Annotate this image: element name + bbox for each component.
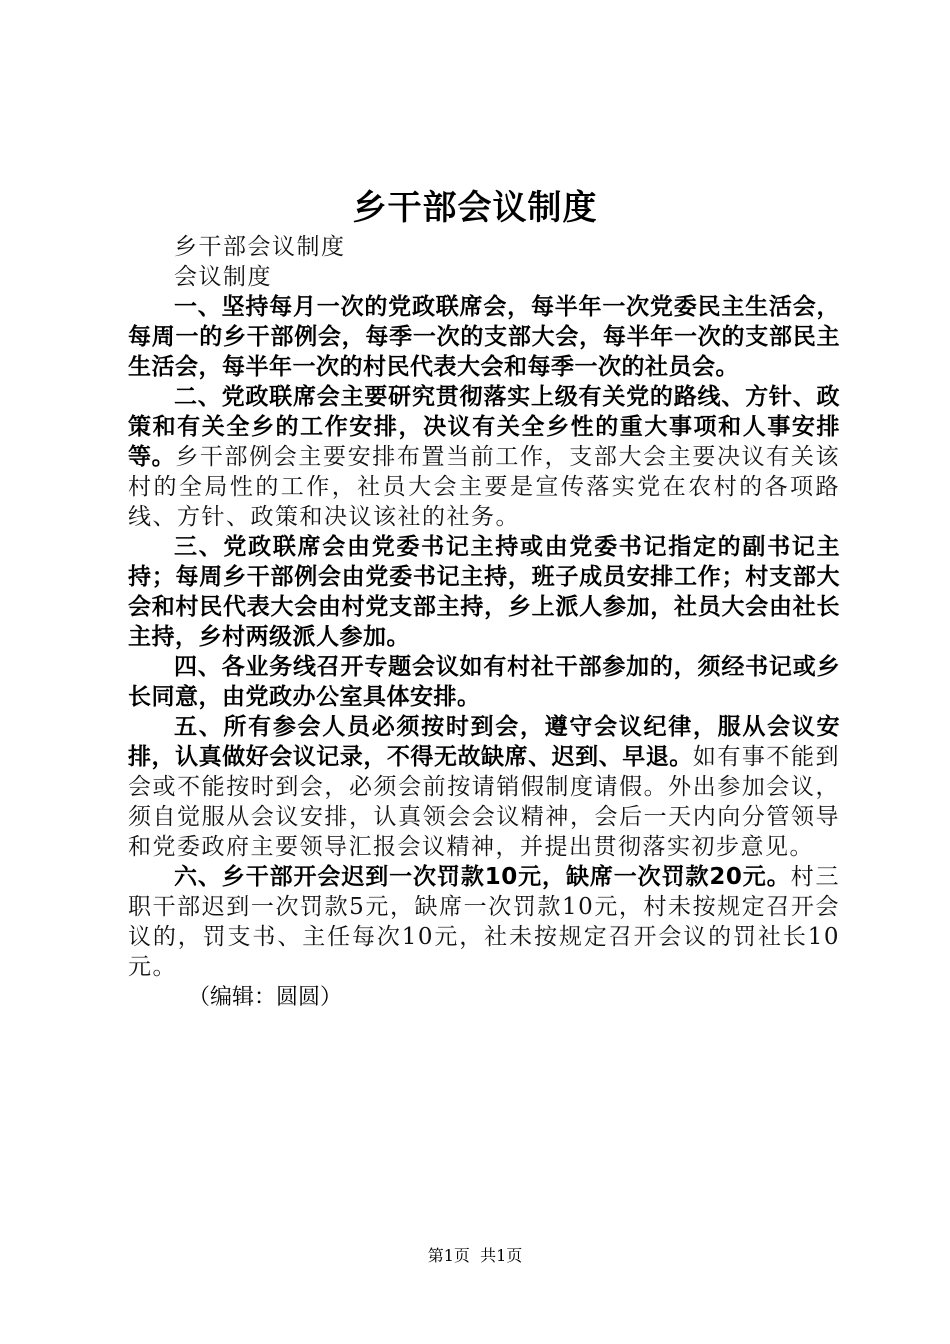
paragraph-6 bbox=[128, 862, 840, 982]
subtitle-line-1: 乡干部会议制度 bbox=[174, 234, 346, 260]
paragraph-2-bold: 二、党政联席会主要研究贯彻落实上级有关党的路线、方针、政策和有关全乡的工作安排，决议有关全乡性的重大事项和人事安排等。 bbox=[128, 384, 840, 470]
paragraph-6-light: 村三职干部迟到一次罚款5元，缺席一次罚款10元，村未按规定召开会议的，罚支书、主任每次10元，社未按规定召开会议的罚社长10元。 bbox=[128, 864, 841, 980]
document-body bbox=[128, 232, 840, 1014]
paragraph-5 bbox=[128, 712, 840, 862]
paragraph-1 bbox=[128, 292, 840, 382]
paragraph-4 bbox=[128, 652, 840, 712]
subtitle-line-2: 会议制度 bbox=[174, 264, 272, 290]
paragraph-1-bold: 一、坚持每月一次的党政联席会，每半年一次党委民主生活会，每周一的乡干部例会，每季一次的支部大会，每半年一次的支部民主生活会，每半年一次的村民代表大会和每季一次的社员会。 bbox=[128, 294, 840, 380]
paragraph-4-bold: 四、各业务线召开专题会议如有村社干部参加的，须经书记或乡长同意，由党政办公室具体安排。 bbox=[128, 654, 840, 710]
paragraph-5-light: 如有事不能到会或不能按时到会，必须会前按请销假制度请假。外出参加会议，须自觉服从会议安排，认真领会会议精神，会后一天内向分管领导和党委政府主要领导汇报会议精神，并提出贯彻落实初步意见。 bbox=[128, 744, 841, 860]
paragraph-6-bold: 六、乡干部开会迟到一次罚款10元，缺席一次罚款20元。 bbox=[174, 864, 791, 890]
page-number-footer: 第1页 共1页 bbox=[427, 1246, 523, 1265]
editor-note: （编辑：圆圆） bbox=[188, 985, 343, 1010]
paragraph-3-bold: 三、党政联席会由党委书记主持或由党委书记指定的副书记主持；每周乡干部例会由党委书记主持，班子成员安排工作；村支部大会和村民代表大会由村党支部主持，乡上派人参加，社员大会由社长主持，乡村两级派人参加。 bbox=[128, 534, 840, 650]
paragraph-2 bbox=[128, 382, 840, 532]
document-title: 乡干部会议制度 bbox=[352, 188, 598, 228]
paragraph-2-light: 乡干部例会主要安排布置当前工作，支部大会主要决议有关该村的全局性的工作，社员大会主要是宣传落实党在农村的各项路线、方针、政策和决议该社的社务。 bbox=[128, 444, 840, 530]
paragraph-3 bbox=[128, 532, 840, 652]
paragraph-5-bold: 五、所有参会人员必须按时到会，遵守会议纪律，服从会议安排，认真做好会议记录，不得无故缺席、迟到、早退。 bbox=[128, 714, 840, 770]
